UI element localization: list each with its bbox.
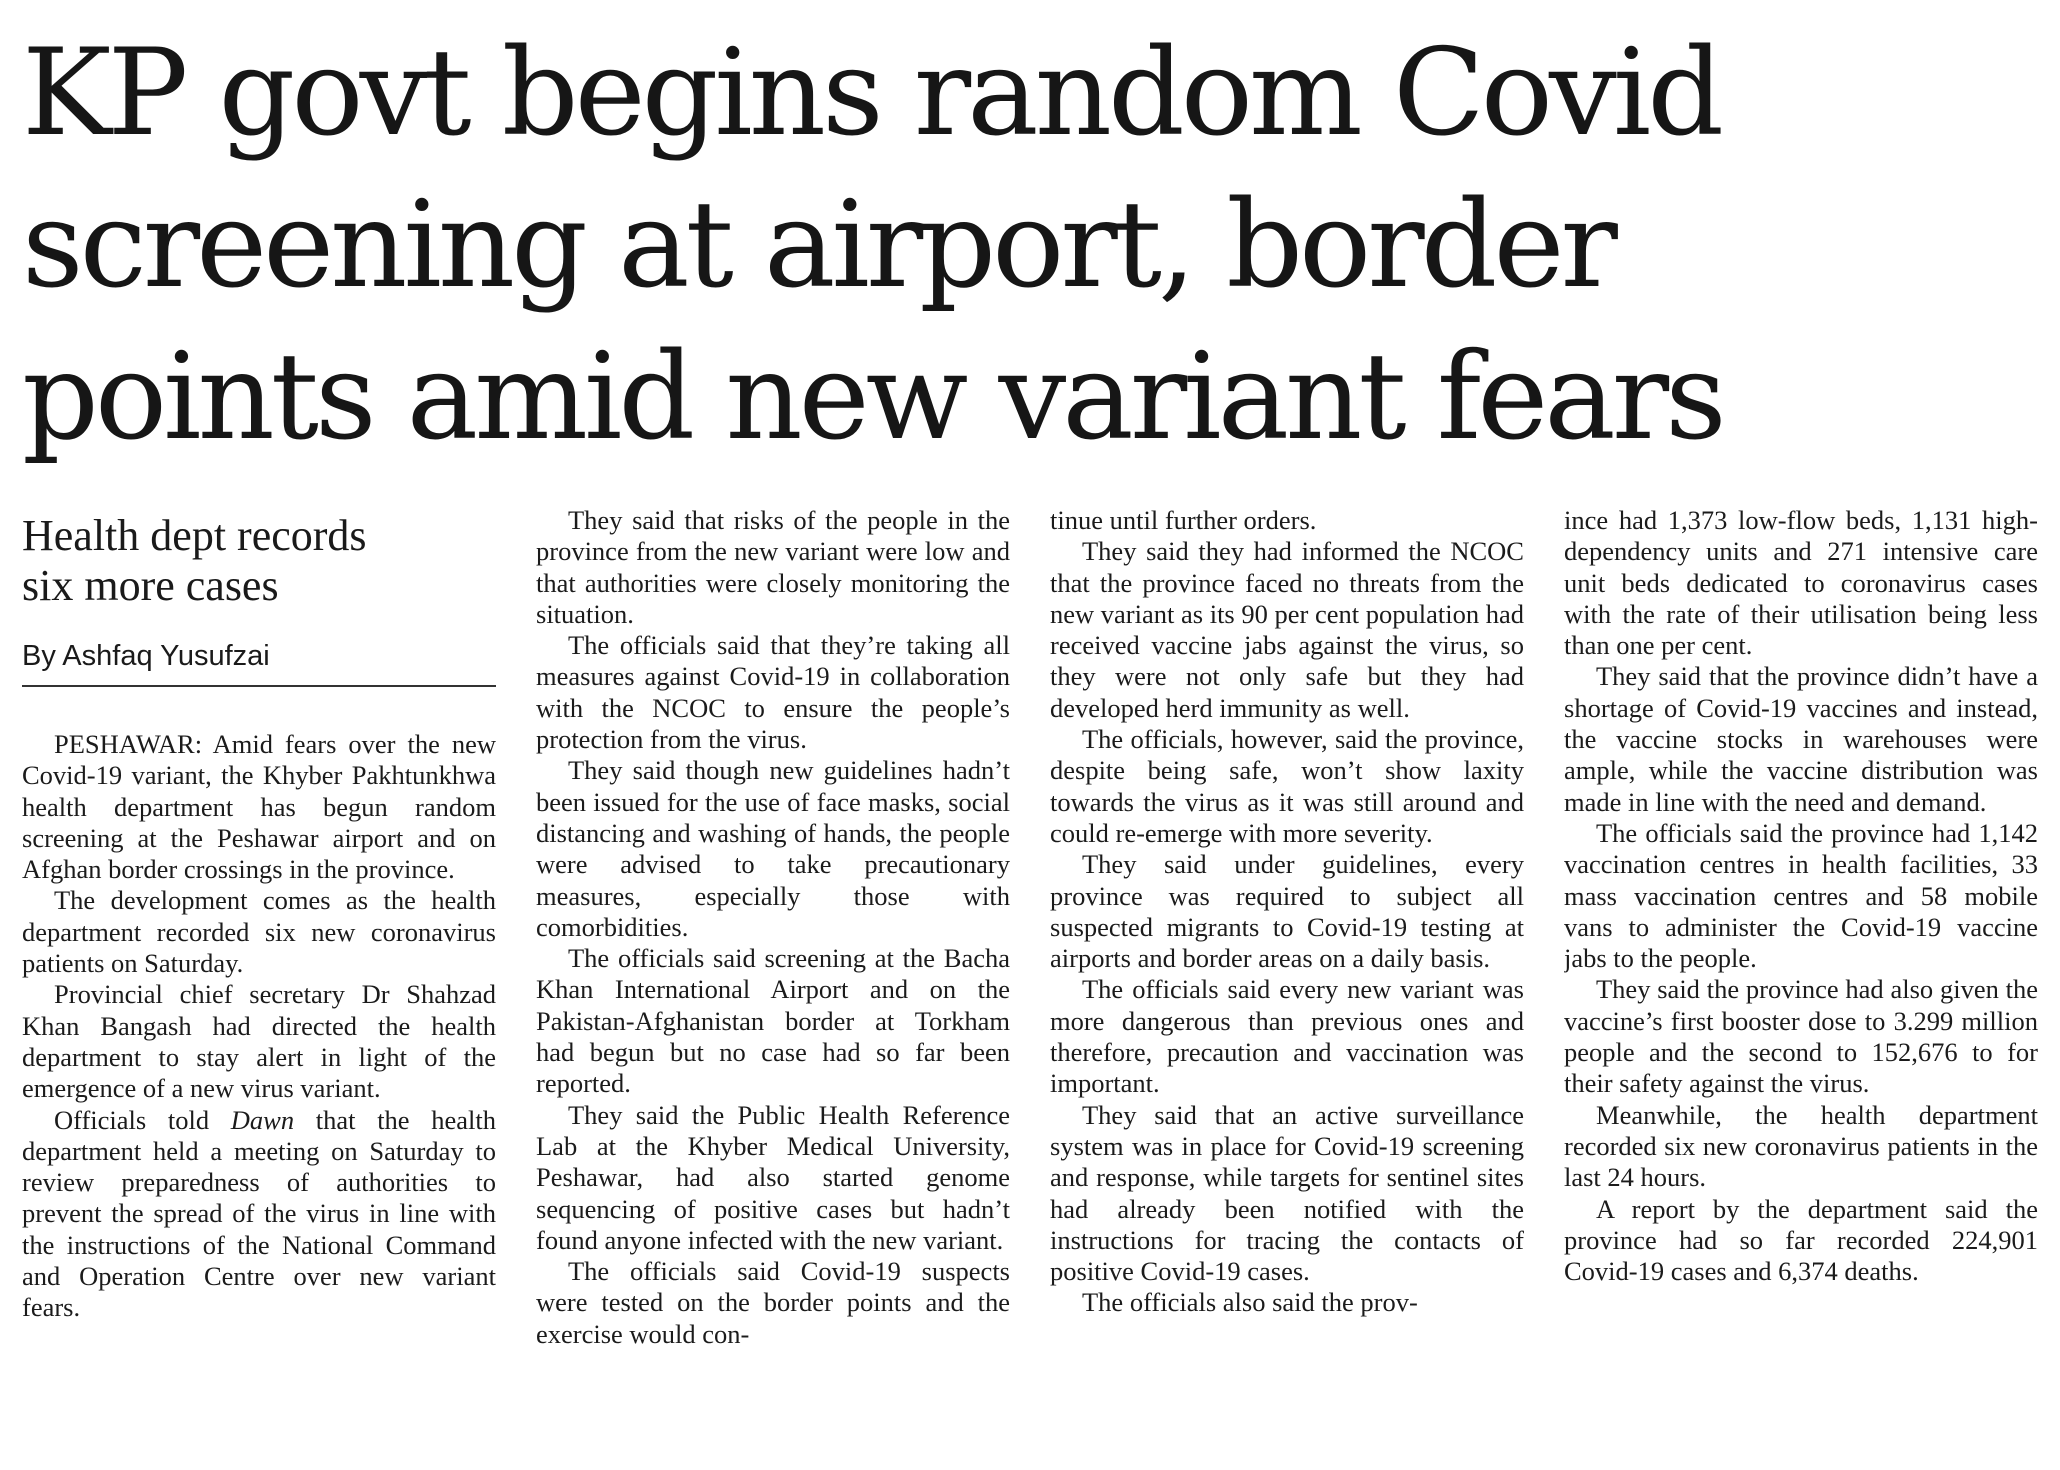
paragraph: They said the province had also given the vaccine’s first booster dose to 3.299 million people and the second to 152,676 to for their safety against the virus. <box>1564 974 2038 1099</box>
paragraph: The officials said every new variant was more dangerous than previous ones and therefore, precaution and vaccination was important. <box>1050 974 1524 1099</box>
paragraph: PESHAWAR: Amid fears over the new Covid-19 variant, the Khyber Pakhtunkhwa health department has begun random screening at the Peshawar airport and on Afghan border crossings in the province. <box>22 729 496 885</box>
paragraph: A report by the department said the province had so far recorded 224,901 Covid-19 cases and 6,374 deaths. <box>1564 1193 2038 1287</box>
article-column-3 <box>1050 505 1524 1455</box>
byline: By Ashfaq Yusufzai <box>22 639 496 687</box>
paragraph: Provincial chief secretary Dr Shahzad Khan Bangash had directed the health department to stay alert in light of the emergence of a new virus variant. <box>22 979 496 1104</box>
subheadline-line-1: Health dept records <box>22 511 367 560</box>
paragraph: They said though new guidelines hadn’t been issued for the use of face masks, social distancing and washing of hands, the people were advised to take precautionary measures, especially those with comorbidities. <box>536 755 1010 942</box>
paragraph-continued: tinue until further orders. <box>1050 505 1317 535</box>
column-1-body <box>22 729 496 1324</box>
subheadline-line-2: six more cases <box>22 561 279 610</box>
paragraph: They said that risks of the people in the province from the new variant were low and that authorities were closely monitoring the situation. <box>536 505 1010 629</box>
paragraph: The officials said Covid-19 suspects were tested on the border points and the exercise would con- <box>536 1256 1010 1349</box>
headline-line-2: screening at airport, border <box>22 176 1614 315</box>
headline-line-3: points amid new variant fears <box>22 328 1723 467</box>
publication-name: Dawn <box>230 1104 295 1135</box>
headline-line-1: KP govt begins random Covid <box>22 24 1721 163</box>
article-column-2 <box>536 505 1010 1455</box>
article-columns <box>22 505 2038 1455</box>
headline <box>22 18 2038 474</box>
article-column-4 <box>1564 505 2038 1455</box>
paragraph: The officials also said the prov- <box>1082 1287 1418 1318</box>
paragraph: The officials, however, said the province, despite being safe, won’t show laxity towards the virus as it was still around and could re-emerge with more severity. <box>1050 724 1524 848</box>
paragraph: They said that the province didn’t have a shortage of Covid-19 vaccines and instead, the vaccine stocks in warehouses were ample, while the vaccine distribution was made in line with the need and demand. <box>1564 661 2038 817</box>
paragraph: They said under guidelines, every province was required to subject all suspected migrants to Covid-19 testing at airports and border areas on a daily basis. <box>1050 849 1524 974</box>
paragraph: The development comes as the health department recorded six new coronavirus patients on Saturday. <box>22 885 496 979</box>
paragraph: They said they had informed the NCOC that the province faced no threats from the new variant as its 90 per cent population had received vaccine jabs against the virus, so they were not only safe but they had developed herd immunity as well. <box>1050 536 1524 723</box>
paragraph: The officials said screening at the Bacha Khan International Airport and on the Pakistan-Afghanistan border at Torkham had begun but no case had so far been reported. <box>536 943 1010 1099</box>
subheadline <box>22 511 496 611</box>
paragraph <box>22 1105 496 1324</box>
paragraph: They said the Public Health Reference Lab at the Khyber Medical University, Peshawar, had also started genome sequencing of positive cases but hadn’t found anyone infected with the new variant. <box>536 1099 1010 1255</box>
paragraph-continued: ince had 1,373 low-flow beds, 1,131 high-dependency units and 271 intensive care unit beds dedicated to coronavirus cases with the rate of their utilisation being less than one per cent. <box>1564 505 2038 661</box>
article-column-1 <box>22 505 496 1455</box>
paragraph-text: that the health department held a meeting on Saturday to review preparedness of authorities to prevent the spread of the virus in line with the instructions of the National Command and Operation Centre over new variant fears. <box>22 1104 496 1323</box>
paragraph: The officials said that they’re taking all measures against Covid-19 in collaboration with the NCOC to ensure the people’s protection from the virus. <box>536 630 1010 755</box>
paragraph: Meanwhile, the health department recorded six new coronavirus patients in the last 24 hours. <box>1564 1099 2038 1193</box>
paragraph: They said that an active surveillance system was in place for Covid-19 screening and response, while targets for sentinel sites had already been notified with the instructions for tracing the contacts of positive Covid-19 cases. <box>1050 1099 1524 1287</box>
paragraph: The officials said the province had 1,142 vaccination centres in health facilities, 33 mass vaccination centres and 58 mobile vans to administer the Covid-19 vaccine jabs to the people. <box>1564 817 2038 974</box>
paragraph-text: Officials told <box>54 1104 231 1135</box>
